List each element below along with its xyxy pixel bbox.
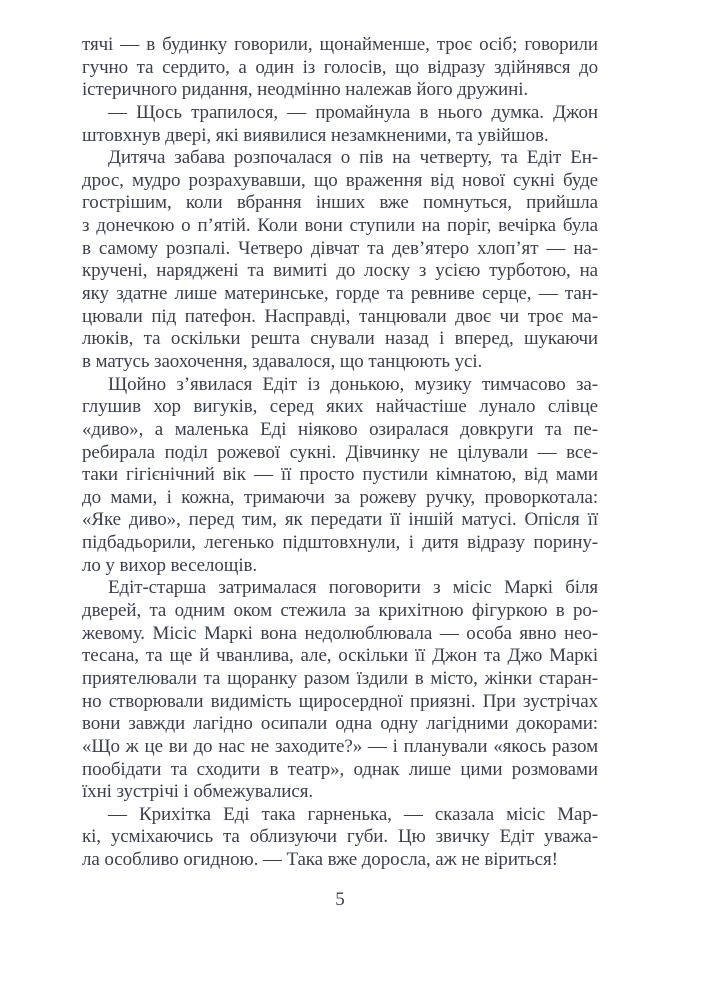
text-line: їхні зустрічі і обмежувалися.	[82, 781, 314, 803]
text-line: гострішим, коли вбрання інших вже помнуться, прийшла	[82, 192, 598, 214]
text-line: ла особливо огидною. — Така вже доросла, аж не віриться!	[82, 849, 558, 871]
paragraph	[82, 374, 598, 578]
text-line: гучно та сердито, а один із голосів, що відразу здійнявся до	[82, 56, 598, 78]
paragraph	[82, 34, 598, 102]
text-line: цювали під патефон. Насправді, танцювали двоє чи троє ма-	[82, 305, 598, 327]
text-line: ло у вихор веселощів.	[82, 554, 258, 576]
text-line: тячі — в будинку говорили, щонайменше, троє осіб; говорили	[82, 34, 598, 55]
text-line: люків, та оскільки решта снували назад і вперед, шукаючи	[82, 328, 598, 350]
text-line: но створювали видимість щиросердної приязні. При зустрічах	[82, 690, 598, 712]
text-line: до мами, і кожна, тримаючи за рожеву ручку, проворкотала:	[82, 486, 598, 508]
text-line: тесана, та ще й чванлива, але, оскільки її Джон та Джо Маркі	[82, 645, 598, 667]
paragraph	[82, 147, 598, 373]
text-line: з донечкою о п’ятій. Коли вони ступили на поріг, вечірка була	[82, 215, 598, 237]
text-line: пообідати та сходити в театр», однак лише цими розмовами	[82, 758, 598, 780]
text-line: в матусь заохочення, здавалося, що танцюють усі.	[82, 350, 483, 372]
page-text	[82, 34, 598, 872]
text-line: Дитяча забава розпочалася о пів на четверту, та Едіт Ен-	[108, 147, 598, 169]
book-page	[82, 34, 598, 911]
text-line: в самому розпалі. Четверо дівчат та дев’ятеро хлоп’ят — на-	[82, 237, 598, 259]
text-line: дрос, мудро розрахувавши, що враження від нової сукні буде	[82, 169, 598, 191]
text-line: глушив хор вигуків, серед яких найчастіше лунало слівце	[82, 396, 598, 418]
paragraph	[82, 577, 598, 803]
text-line: приятелювали та щоранку разом їздили в місто, жінки старан-	[82, 667, 598, 689]
text-line: штовхнув двері, які виявилися незамкненими, та увійшов.	[82, 124, 549, 146]
text-line: ребирала поділ рожевої сукні. Дівчинку не цілували — все-	[82, 441, 598, 463]
text-line: «Яке диво», перед тим, як передати її іншій матусі. Опісля її	[82, 509, 598, 531]
text-line: істеричного ридання, неодмінно належав його дружині.	[82, 79, 529, 101]
text-line: Едіт-старша затрималася поговорити з місіс Маркі біля	[108, 577, 598, 599]
text-line: — Щось трапилося, — промайнула в нього думка. Джон	[108, 101, 598, 123]
text-line: вони завжди лагідно осипали одна одну лагідними докорами:	[82, 713, 598, 735]
text-line: Щойно з’явилася Едіт із донькою, музику тимчасово за-	[108, 373, 598, 395]
text-line: яку здатне лише материнське, горде та ревниве серце, — тан-	[82, 283, 598, 305]
paragraph	[82, 804, 598, 872]
text-line: підбадьорили, легенько підштовхнули, і дитя відразу порину-	[82, 532, 598, 554]
text-line: кручені, наряджені та вимиті до лоску з усією турботою, на	[82, 260, 598, 282]
text-line: «Що ж це ви до нас не заходите?» — і планували «якось разом	[82, 735, 598, 757]
text-line: «диво», а маленька Еді ніяково озиралася довкруги та пе-	[82, 418, 598, 440]
text-line: кі, усміхаючись та облизуючи губи. Цю звичку Едіт уважа-	[82, 826, 598, 848]
text-line: таки гігієнічний вік — її просто пустили кімнатою, від мами	[82, 464, 598, 486]
text-line: жевому. Місіс Маркі вона недолюблювала — особа явно нео-	[82, 622, 598, 644]
text-line: — Крихітка Еді така гарненька, — сказала місіс Мар-	[108, 803, 598, 825]
page-number: 5	[335, 888, 345, 910]
paragraph	[82, 102, 598, 147]
text-line: дверей, та одним оком стежила за крихітною фігуркою в ро-	[82, 600, 598, 622]
